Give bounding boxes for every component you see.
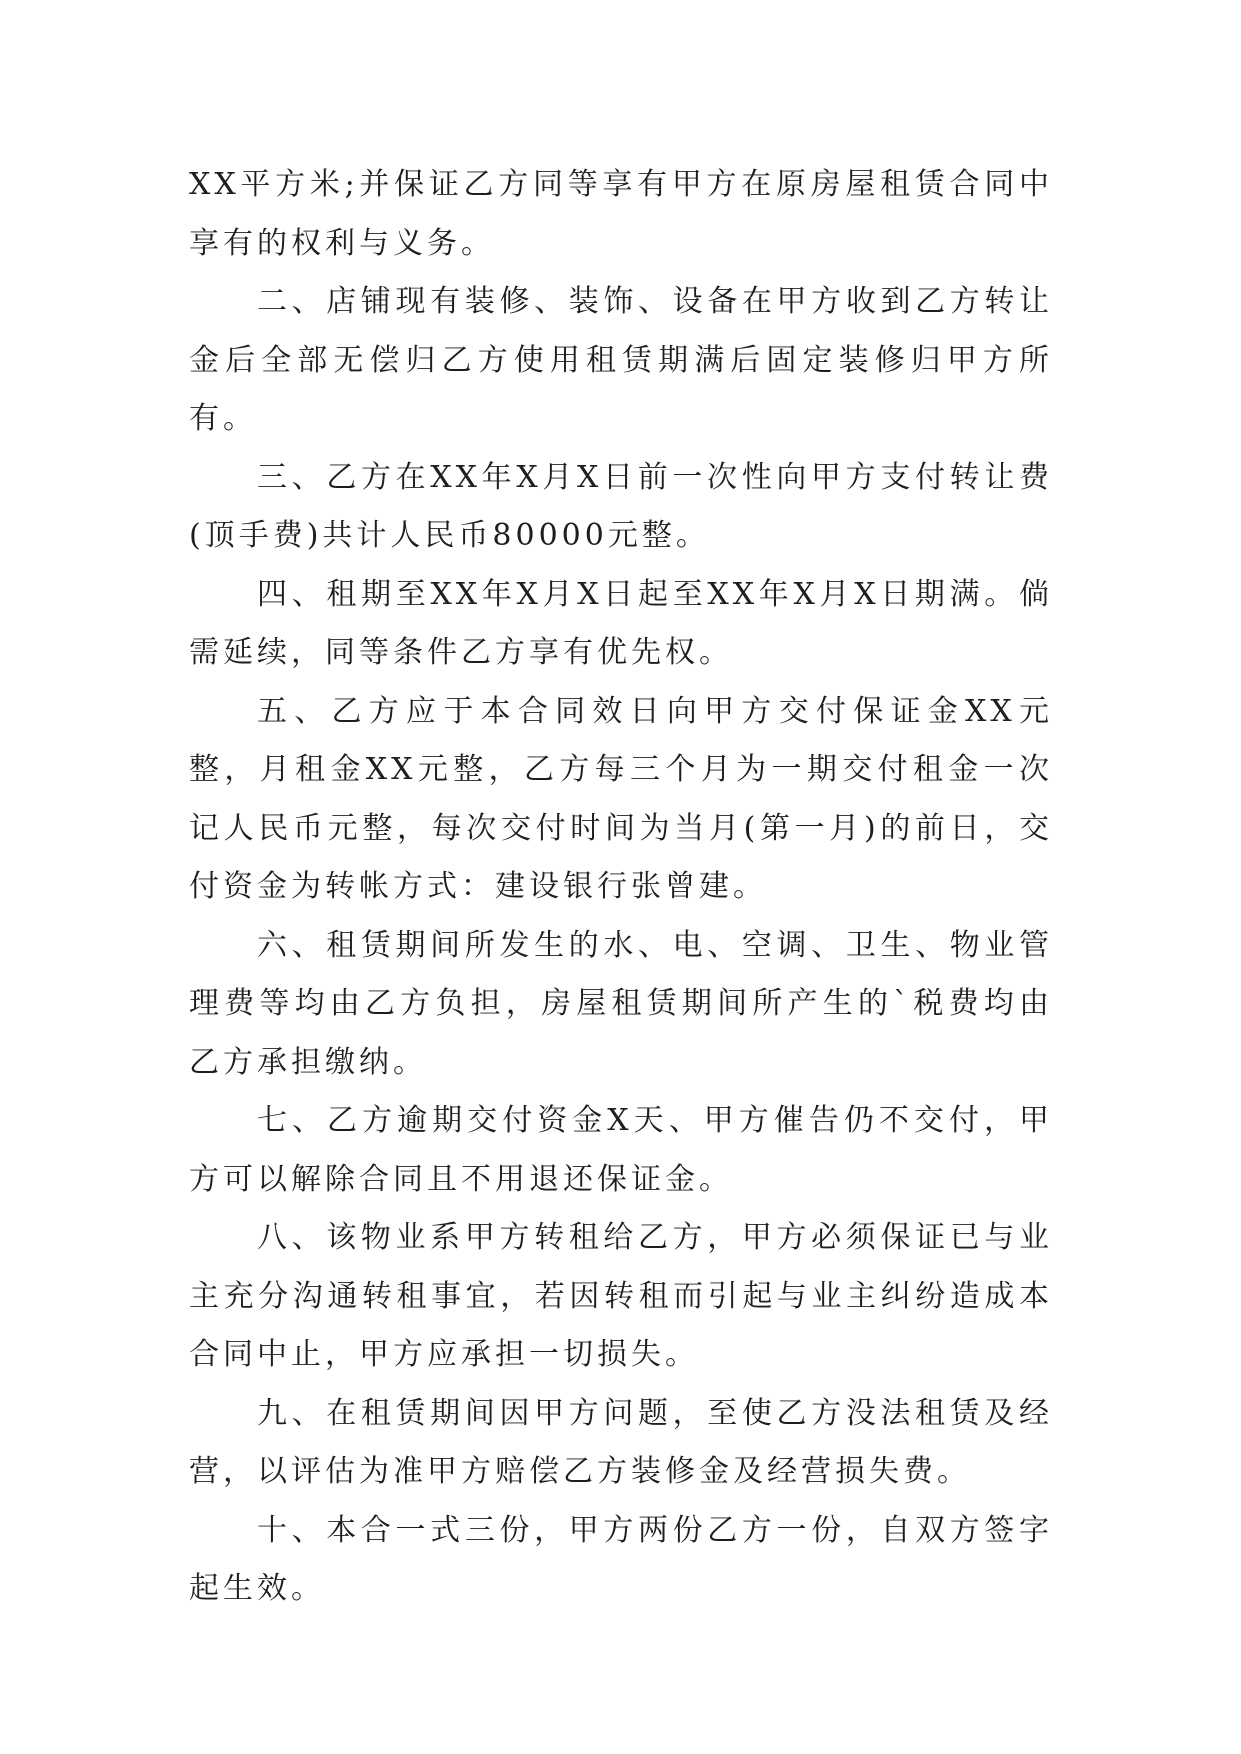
paragraph-clause-8: 八、该物业系甲方转租给乙方，甲方必须保证已与业主充分沟通转租事宜，若因转租而引起与业主纠纷造成本合同中止，甲方应承担一切损失。 — [189, 1220, 1053, 1372]
paragraph-clause-2: 二、店铺现有装修、装饰、设备在甲方收到乙方转让金后全部无偿归乙方使用租赁期满后固定装修归甲方所有。 — [189, 284, 1053, 436]
document-body — [189, 156, 1053, 1619]
paragraph-clause-6: 六、租赁期间所发生的水、电、空调、卫生、物业管理费等均由乙方负担，房屋租赁期间所产生的`税费均由乙方承担缴纳。 — [189, 927, 1053, 1080]
paragraph-clause-10: 十、本合一式三份，甲方两份乙方一份，自双方签字起生效。 — [189, 1512, 1053, 1606]
paragraph-clause-4: 四、租期至XX年X月X日起至XX年X月X日期满。倘需延续，同等条件乙方享有优先权。 — [189, 576, 1053, 670]
paragraph-clause-7: 七、乙方逾期交付资金X天、甲方催告仍不交付，甲方可以解除合同且不用退还保证金。 — [189, 1103, 1053, 1197]
paragraph-continuation: XX平方米;并保证乙方同等享有甲方在原房屋租赁合同中享有的权利与义务。 — [189, 167, 1053, 261]
paragraph-clause-5: 五、乙方应于本合同效日向甲方交付保证金XX元整，月租金XX元整，乙方每三个月为一期交付租金一次记人民币元整，每次交付时间为当月(第一月)的前日，交付资金为转帐方式：建设银行张曾建。 — [189, 693, 1053, 904]
paragraph-clause-3: 三、乙方在XX年X月X日前一次性向甲方支付转让费(顶手费)共计人民币80000元整。 — [189, 459, 1053, 553]
paragraph-clause-9: 九、在租赁期间因甲方问题，至使乙方没法租赁及经营，以评估为准甲方赔偿乙方装修金及经营损失费。 — [189, 1395, 1053, 1489]
